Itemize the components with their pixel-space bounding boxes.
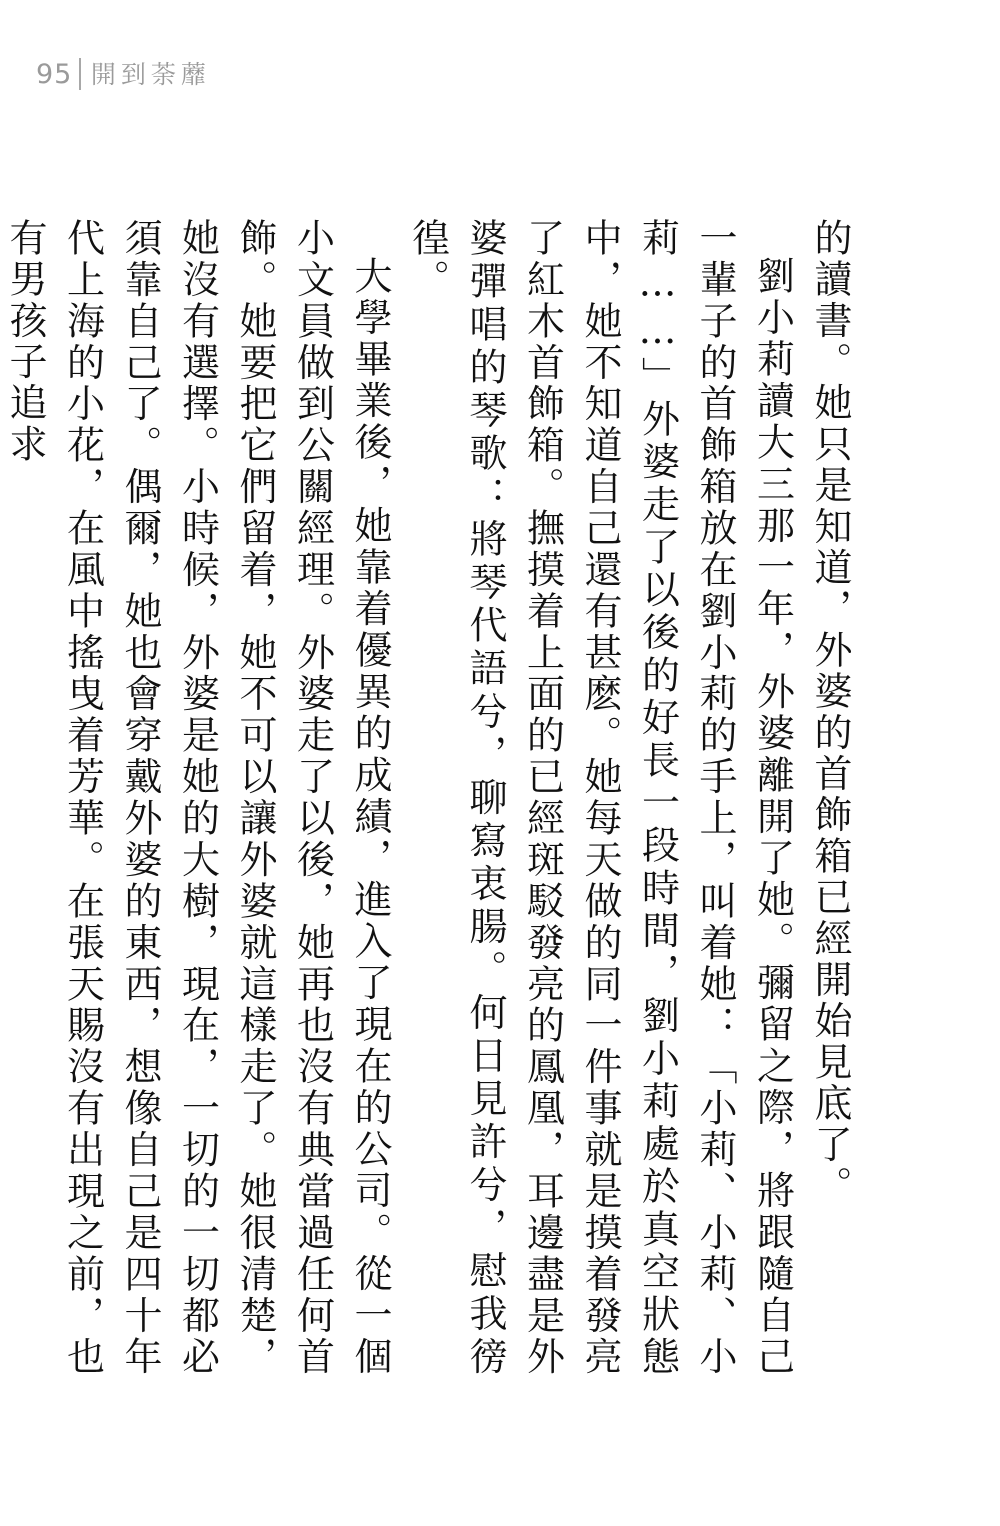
book-title: 開到荼蘼 bbox=[90, 59, 211, 89]
running-header bbox=[36, 52, 211, 96]
page-number: 95 bbox=[36, 58, 73, 90]
body-text bbox=[3, 218, 858, 1378]
header-divider bbox=[79, 58, 81, 90]
paragraph-3: 大學畢業後，她靠着優異的成績，進入了現在的公司。從一個小文員做到公關經理。外婆走了以後，她再也沒有典當過任何首飾。她要把它們留着，她不可以讓外婆就這樣走了。她很清楚，她沒有選擇。小時候，外婆是她的大樹，現在，一切的一切都必須靠自己了。偶爾，她也會穿戴外婆的東西，想像自己是四十年代上海的小花，在風中搖曳着芳華。在張天賜沒有出現之前，也有男孩子追求 bbox=[3, 218, 392, 1378]
paragraph-1: 的讀書。她只是知道，外婆的首飾箱已經開始見底了。 bbox=[808, 218, 852, 1207]
paragraph-2: 劉小莉讀大三那一年，外婆離開了她。彌留之際，將跟隨自己一輩子的首飾箱放在劉小莉的手上，叫着她：「小莉、小莉、小莉……」外婆走了以後的好長一段時間，劉小莉處於真空狀態中，她不知道自己還有甚麽。她每天做的同一件事就是摸着發亮了紅木首飾箱。撫摸着上面的已經斑駁發亮的鳳凰，耳邊盡是外婆彈唱的琴歌：將琴代語兮，聊寫衷腸。何日見許兮，慰我徬徨。 bbox=[405, 218, 795, 1378]
